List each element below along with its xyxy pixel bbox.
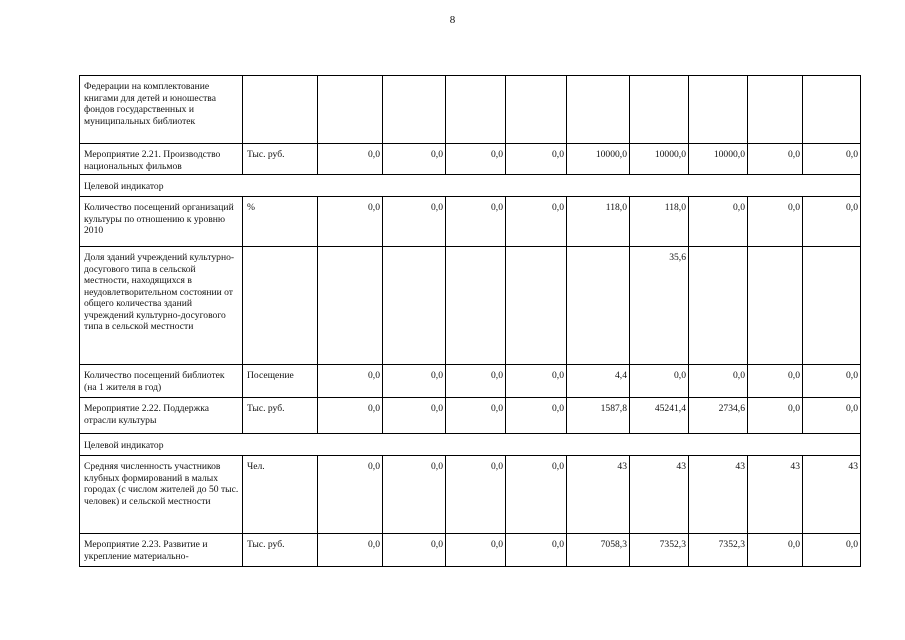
value-cell: 118,0 [567,197,630,247]
value-cell: 0,0 [446,534,506,567]
value-cell: 10000,0 [567,144,630,175]
table-row [80,247,861,365]
value-cell [567,76,630,144]
value-cell: 4,4 [567,365,630,398]
value-cell: 0,0 [383,197,446,247]
value-cell: 0,0 [318,144,383,175]
value-cell: 7352,3 [630,534,689,567]
value-cell: 35,6 [630,247,689,365]
value-cell: 0,0 [689,197,748,247]
value-cell: 43 [748,456,803,534]
row-name: Мероприятие 2.22. Поддержка отрасли культуры [80,398,243,434]
value-cell: 0,0 [506,365,567,398]
value-cell [506,76,567,144]
row-unit: Посещение [243,365,318,398]
row-unit: % [243,197,318,247]
value-cell: 43 [567,456,630,534]
value-cell: 0,0 [748,365,803,398]
value-cell: 0,0 [803,534,861,567]
row-name: Мероприятие 2.23. Развитие и укрепление материально- [80,534,243,567]
section-label: Целевой индикатор [80,434,861,456]
value-cell [506,247,567,365]
value-cell [567,247,630,365]
row-unit: Тыс. руб. [243,144,318,175]
value-cell: 0,0 [383,456,446,534]
value-cell: 0,0 [446,144,506,175]
value-cell: 0,0 [318,534,383,567]
value-cell: 43 [803,456,861,534]
value-cell: 2734,6 [689,398,748,434]
value-cell: 0,0 [803,398,861,434]
value-cell: 7058,3 [567,534,630,567]
value-cell: 43 [689,456,748,534]
section-row [80,175,861,197]
value-cell: 0,0 [383,365,446,398]
value-cell [803,76,861,144]
value-cell: 0,0 [446,365,506,398]
value-cell: 0,0 [383,534,446,567]
row-name: Количество посещений библиотек (на 1 жителя в год) [80,365,243,398]
value-cell [630,76,689,144]
value-cell [689,247,748,365]
row-unit [243,247,318,365]
value-cell: 0,0 [506,534,567,567]
value-cell [446,247,506,365]
page-number: 8 [449,14,456,26]
value-cell: 0,0 [446,456,506,534]
value-cell: 0,0 [318,365,383,398]
value-cell: 0,0 [630,365,689,398]
value-cell: 0,0 [803,144,861,175]
value-cell: 10000,0 [689,144,748,175]
value-cell: 7352,3 [689,534,748,567]
value-cell: 0,0 [748,534,803,567]
row-unit [243,76,318,144]
value-cell [748,76,803,144]
value-cell: 0,0 [748,144,803,175]
value-cell: 0,0 [748,398,803,434]
table-row [80,398,861,434]
table-row [80,456,861,534]
value-cell: 0,0 [506,456,567,534]
row-unit: Тыс. руб. [243,534,318,567]
value-cell [383,247,446,365]
value-cell: 1587,8 [567,398,630,434]
row-name: Мероприятие 2.21. Производство национальных фильмов [80,144,243,175]
value-cell: 0,0 [318,197,383,247]
table-row [80,144,861,175]
value-cell: 0,0 [506,197,567,247]
value-cell [803,247,861,365]
value-cell: 43 [630,456,689,534]
value-cell: 0,0 [506,398,567,434]
value-cell: 0,0 [446,398,506,434]
section-label: Целевой индикатор [80,175,861,197]
table-row [80,197,861,247]
value-cell: 0,0 [318,456,383,534]
section-row [80,434,861,456]
value-cell: 45241,4 [630,398,689,434]
table-row [80,534,861,567]
value-cell: 0,0 [689,365,748,398]
value-cell [383,76,446,144]
value-cell [689,76,748,144]
value-cell: 118,0 [630,197,689,247]
row-name: Средняя численность участников клубных формирований в малых городах (с числом жителей до 50 тыс. человек) и сельской местности [80,456,243,534]
row-name: Федерации на комплектование книгами для детей и юношества фондов государственных и муниципальных библиотек [80,76,243,144]
table-row [80,365,861,398]
row-unit: Чел. [243,456,318,534]
value-cell: 0,0 [383,144,446,175]
table-body [80,76,861,567]
value-cell [748,247,803,365]
table-row [80,76,861,144]
indicators-table [79,75,861,567]
value-cell: 0,0 [748,197,803,247]
value-cell: 0,0 [318,398,383,434]
value-cell [318,247,383,365]
value-cell [446,76,506,144]
value-cell: 0,0 [803,365,861,398]
value-cell: 0,0 [446,197,506,247]
value-cell: 0,0 [383,398,446,434]
row-name: Количество посещений организаций культуры по отношению к уровню 2010 [80,197,243,247]
row-unit: Тыс. руб. [243,398,318,434]
value-cell: 0,0 [506,144,567,175]
row-name: Доля зданий учреждений культурно-досугового типа в сельской местности, находящихся в неудовлетворительном состоянии от общего количества зданий учреждений культурно-досугового типа в сельской местности [80,247,243,365]
value-cell: 10000,0 [630,144,689,175]
value-cell: 0,0 [803,197,861,247]
value-cell [318,76,383,144]
